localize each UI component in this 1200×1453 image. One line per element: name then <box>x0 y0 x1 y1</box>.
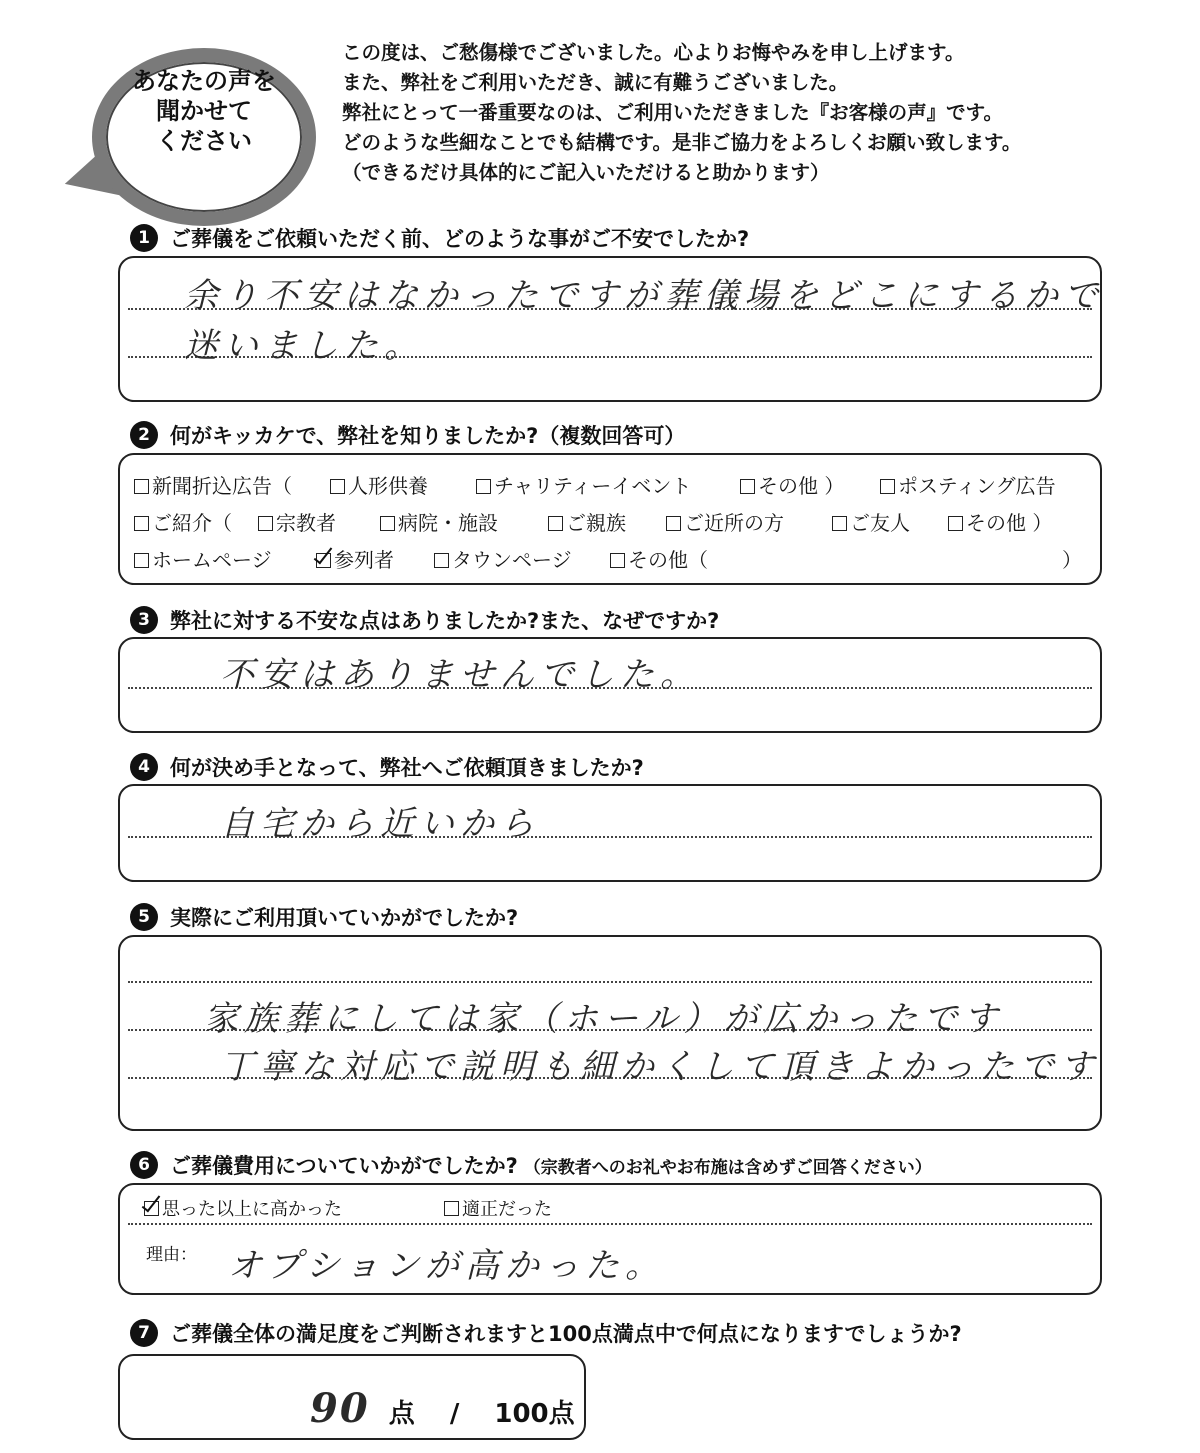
checkbox[interactable] <box>832 516 847 531</box>
answer-box-1[interactable] <box>118 256 1102 402</box>
option-newspaper[interactable]: 新聞折込広告（ <box>134 470 292 499</box>
checkbox[interactable] <box>948 516 963 531</box>
question-3-text: 弊社に対する不安な点はありましたか?また、なぜですか? <box>170 609 720 633</box>
option-other-3[interactable]: その他（ <box>610 544 708 573</box>
option-doll-memorial[interactable]: 人形供養 <box>330 470 428 499</box>
question-4 <box>130 752 644 782</box>
option-posting-ad[interactable]: ポスティング広告 <box>880 470 1056 499</box>
option-charity-event[interactable]: チャリティーイベント <box>476 470 691 499</box>
checkbox[interactable] <box>548 516 563 531</box>
question-7 <box>130 1318 962 1348</box>
checkbox[interactable] <box>444 1201 459 1216</box>
option-other-1[interactable]: その他 ） <box>740 470 844 499</box>
reason-answer: オプションが高かった。 <box>228 1246 665 1286</box>
question-5 <box>130 902 518 932</box>
answer-5-line-1: 家族葬にしては家（ホール）が広かったです <box>204 999 1004 1039</box>
question-3 <box>130 605 719 635</box>
checkbox[interactable] <box>434 553 449 568</box>
question-6 <box>130 1150 932 1180</box>
option-neighbors[interactable]: ご近所の方 <box>666 507 784 536</box>
option-friends[interactable]: ご友人 <box>832 507 910 536</box>
option-attendee[interactable]: 参列者 <box>316 544 394 573</box>
answer-4: 自宅から近いから <box>220 804 540 844</box>
score-value: 90 <box>310 1385 370 1432</box>
ruled-line <box>128 1223 1092 1225</box>
intro-line-1: この度は、ご愁傷様でございました。心よりお悔やみを申し上げます。 <box>342 41 965 64</box>
question-7-text: ご葬儀全体の満足度をご判断されますと100点満点中で何点になりますでしょうか? <box>170 1322 962 1346</box>
answer-box-4[interactable] <box>118 784 1102 882</box>
score-unit: 点 <box>388 1399 415 1429</box>
question-4-text: 何が決め手となって、弊社へご依頼頂きましたか? <box>170 756 644 780</box>
option-referral[interactable]: ご紹介（ <box>134 507 232 536</box>
option-relatives[interactable]: ご親族 <box>548 507 626 536</box>
checkbox[interactable] <box>476 479 491 494</box>
option-hospital[interactable]: 病院・施設 <box>380 507 498 536</box>
question-6-note: （宗教者へのお礼やお布施は含めずご回答ください） <box>523 1157 932 1178</box>
option-homepage[interactable]: ホームページ <box>134 544 272 573</box>
question-2 <box>130 420 685 450</box>
score-display <box>310 1385 575 1432</box>
checkbox[interactable] <box>740 479 755 494</box>
checkbox[interactable] <box>134 553 149 568</box>
answer-1-line-1: 余り不安はなかったですが葬儀場をどこにするかで <box>184 276 1104 316</box>
option-reasonable[interactable]: 適正だった <box>444 1195 552 1221</box>
checkbox[interactable] <box>134 516 149 531</box>
question-number-6: 6 <box>130 1151 158 1179</box>
question-number-5: 5 <box>130 903 158 931</box>
option-other-2[interactable]: その他 ） <box>948 507 1052 536</box>
speech-bubble-text <box>106 66 302 156</box>
option-town-page[interactable]: タウンページ <box>434 544 572 573</box>
score-slash: / <box>449 1399 460 1429</box>
question-number-3: 3 <box>130 606 158 634</box>
intro-paragraph <box>342 38 1172 188</box>
checkbox[interactable] <box>666 516 681 531</box>
score-max: 100点 <box>494 1399 575 1429</box>
option-clergy[interactable]: 宗教者 <box>258 507 336 536</box>
checkbox[interactable] <box>134 479 149 494</box>
intro-line-5: （できるだけ具体的にご記入いただけると助かります） <box>342 161 830 184</box>
checkbox[interactable] <box>380 516 395 531</box>
answer-box-3[interactable] <box>118 637 1102 733</box>
question-number-1: 1 <box>130 224 158 252</box>
checkbox[interactable] <box>330 479 345 494</box>
question-2-text: 何がキッカケで、弊社を知りましたか?（複数回答可） <box>170 424 686 448</box>
bubble-line-2: 聞かせて <box>156 97 252 125</box>
bubble-line-3: ください <box>156 127 252 155</box>
question-number-2: 2 <box>130 421 158 449</box>
bubble-line-1: あなたの声を <box>132 67 276 95</box>
question-6-text: ご葬儀費用についていかがでしたか? <box>170 1154 518 1178</box>
question-number-7: 7 <box>130 1319 158 1347</box>
answer-box-5[interactable] <box>118 935 1102 1131</box>
answer-1-line-2: 迷いました。 <box>184 326 424 366</box>
checkbox-checked[interactable] <box>144 1201 159 1216</box>
option-other-3-close: ） <box>1062 548 1082 572</box>
intro-line-4: どのような些細なことでも結構です。是非ご協力をよろしくお願い致します。 <box>342 131 1022 154</box>
question-5-text: 実際にご利用頂いていかがでしたか? <box>170 906 519 930</box>
checkbox-checked[interactable] <box>316 553 331 568</box>
option-higher-than-expected[interactable]: 思った以上に高かった <box>144 1195 342 1221</box>
question-number-4: 4 <box>130 753 158 781</box>
answer-5-line-2: 丁寧な対応で説明も細かくして頂きよかったです <box>220 1047 1100 1087</box>
ruled-line <box>128 981 1092 983</box>
checkbox[interactable] <box>880 479 895 494</box>
answer-3: 不安はありませんでした。 <box>220 655 700 695</box>
reason-label: 理由： <box>146 1245 197 1265</box>
question-1-text: ご葬儀をご依頼いただく前、どのような事がご不安でしたか? <box>170 227 750 251</box>
intro-line-3: 弊社にとって一番重要なのは、ご利用いただきました『お客様の声』です。 <box>342 101 1004 124</box>
checkbox[interactable] <box>258 516 273 531</box>
checkbox[interactable] <box>610 553 625 568</box>
question-1 <box>130 223 749 253</box>
intro-line-2: また、弊社をご利用いただき、誠に有難うございました。 <box>342 71 849 94</box>
